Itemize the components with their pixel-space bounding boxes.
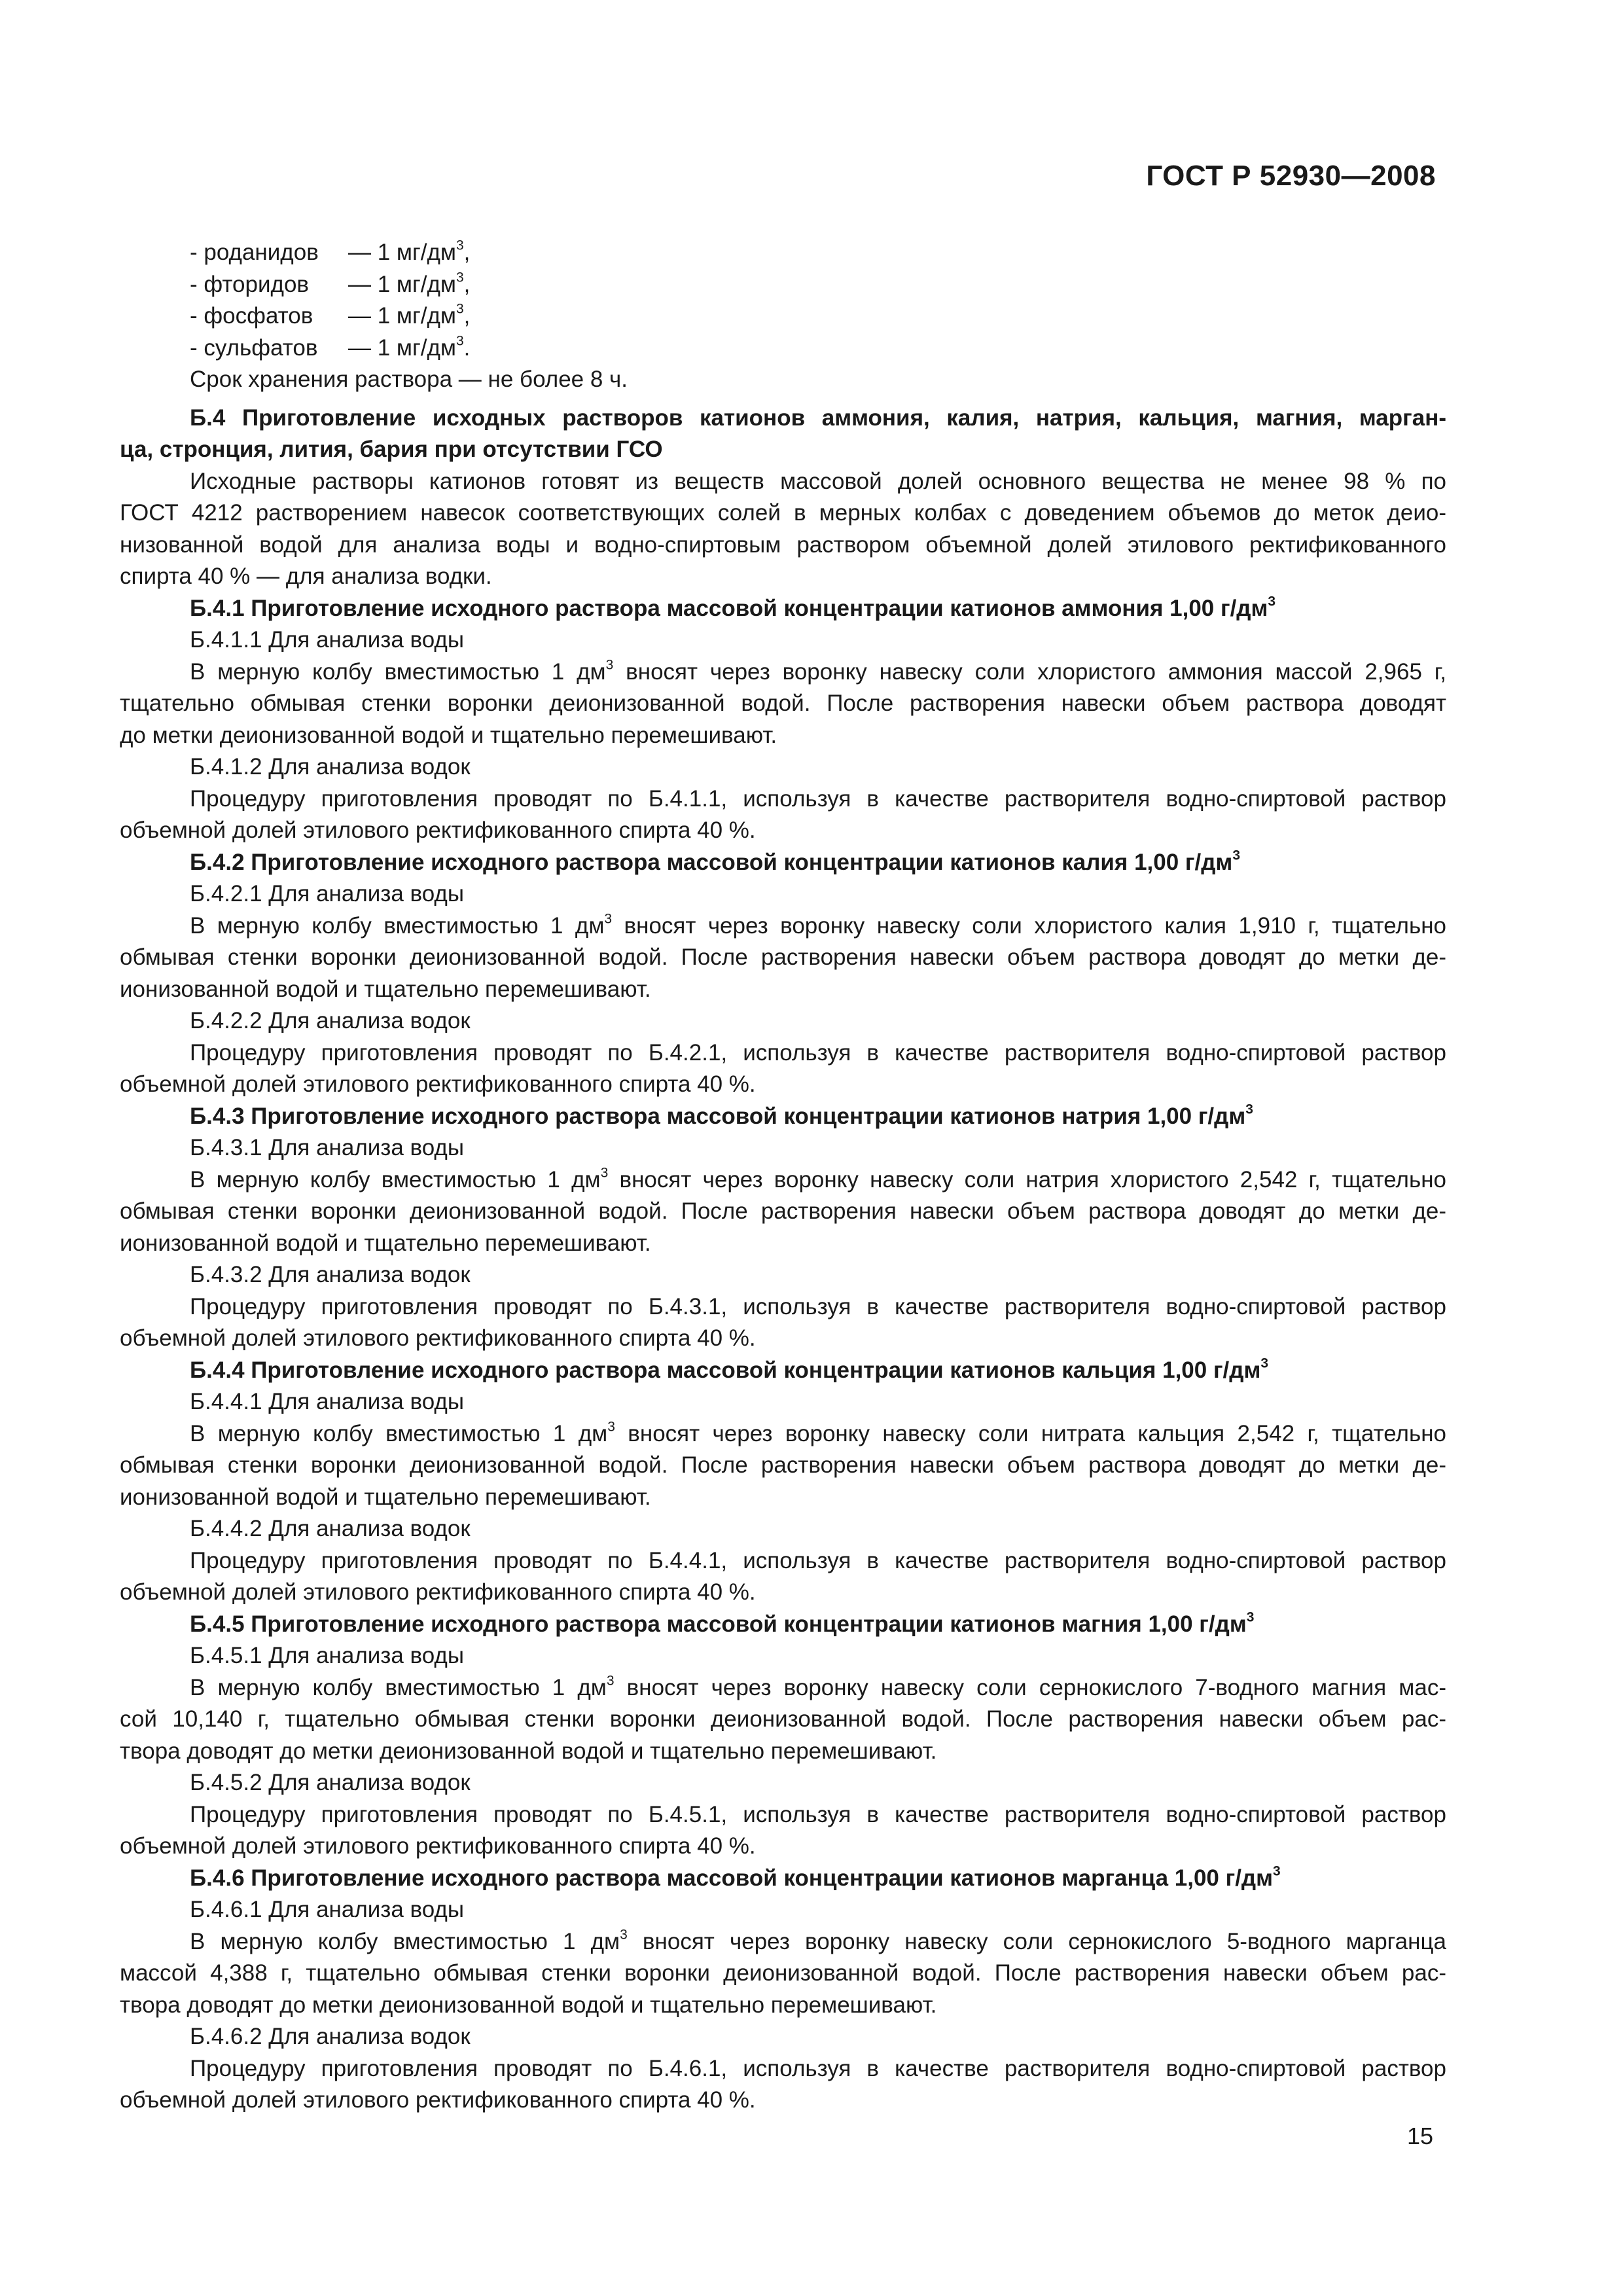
subsection-b4-6 xyxy=(120,1863,1446,2117)
subsection-label: Б.4.5.2 Для анализа водок xyxy=(190,1770,471,1795)
paragraph: Процедуру приготовления проводят по Б.4.3.1, используя в качестве растворителя водно-спиртовой раствор объемной долей этилового ректификованного спирта 40 %. xyxy=(120,1293,1446,1351)
paragraph: Процедуру приготовления проводят по Б.4.2.1, используя в качестве растворителя водно-спиртовой раствор объемной долей этилового ректификованного спирта 40 %. xyxy=(120,1039,1446,1097)
paragraph: В мерную колбу вместимостью 1 $дм^3$ вносят через воронку навеску соли хлористого калия 1,910 г, тщательно обмывая стенки воронки деионизованной водой. После растворения навески объем раствора доводят до метки де- ионизованной водой и тщательно перемешивают. xyxy=(120,910,1446,1002)
paragraph: Исходные растворы катионов готовят из веществ массовой долей основного вещества не менее 98 % по ГОСТ 4212 растворением навесок соответствующих солей в мерных колбах с доведением объемов до меток деио- низованной водой для анализа воды и водно-спиртовым раствором объемной долей этилового ректификованного спирта 40 % — для анализа водки. xyxy=(120,468,1446,589)
subsection-label: Б.4.3.2 Для анализа водок xyxy=(190,1262,471,1287)
paragraph: В мерную колбу вместимостью 1 $дм^3$ вносят через воронку навеску соли сернокислого 5-водного марганца массой 4,388 г, тщательно обмывая стенки воронки деионизованной водой. После растворения навески объем рас- твора доводят до метки деионизованной водой и тщательно перемешивают. xyxy=(120,1926,1446,2018)
document-body xyxy=(120,237,1446,2117)
subsection-title: Б.4.3 Приготовление исходного раствора массовой концентрации катионов натрия 1,00 $г/дм^3$ xyxy=(190,1101,1253,1129)
list-item: - роданидов — 1 $мг/дм^3$, xyxy=(190,238,471,265)
paragraph: В мерную колбу вместимостью 1 $дм^3$ вносят через воронку навеску соли хлористого аммония массой 2,965 г, тщательно обмывая стенки воронки деионизованной водой. После растворения навески объем раствора доводят до метки деионизованной водой и тщательно перемешивают. xyxy=(120,656,1446,748)
concentration-list xyxy=(120,237,1446,364)
subsection-label: Б.4.4.2 Для анализа водок xyxy=(190,1516,471,1541)
subsection-label: Б.4.1.1 Для анализа воды xyxy=(190,627,465,653)
subsection-label: Б.4.1.2 Для анализа водок xyxy=(190,754,471,780)
subsection-b4-1 xyxy=(120,593,1446,847)
subsection-title: Б.4.1 Приготовление исходного раствора массовой концентрации катионов аммония 1,00 $г/дм^3$ xyxy=(190,593,1276,621)
paragraph: Процедуру приготовления проводят по Б.4.6.1, используя в качестве растворителя водно-спиртовой раствор объемной долей этилового ректификованного спирта 40 %. xyxy=(120,2055,1446,2113)
list-item: - сульфатов — 1 $мг/дм^3$. xyxy=(190,332,471,361)
subsection-b4-3 xyxy=(120,1101,1446,1355)
list-item: - фторидов — 1 $мг/дм^3$, xyxy=(190,269,471,297)
subsection-label: Б.4.4.1 Для анализа воды xyxy=(190,1389,465,1414)
paragraph: В мерную колбу вместимостью 1 $дм^3$ вносят через воронку навеску соли натрия хлористого 2,542 г, тщательно обмывая стенки воронки деионизованной водой. После растворения навески объем раствора доводят до метки де- ионизованной водой и тщательно перемешивают. xyxy=(120,1164,1446,1256)
subsection-label: Б.4.3.1 Для анализа воды xyxy=(190,1135,465,1160)
document-code-header: ГОСТ Р 52930—2008 xyxy=(1146,160,1436,192)
section-heading-b4: Б.4 Приготовление исходных растворов катионов аммония, калия, натрия, кальция, магния, марган- ца, стронция, лития, бария при отсутствии ГСО xyxy=(120,404,1446,462)
paragraph: В мерную колбу вместимостью 1 $дм^3$ вносят через воронку навеску соли нитрата кальция 2,542 г, тщательно обмывая стенки воронки деионизованной водой. После растворения навески объем раствора доводят до метки де- ионизованной водой и тщательно перемешивают. xyxy=(120,1418,1446,1510)
page-number: 15 xyxy=(1406,2123,1433,2149)
subsection-title: Б.4.4 Приготовление исходного раствора массовой концентрации катионов кальция 1,00 $г/дм^3$ xyxy=(190,1355,1269,1383)
paragraph: Процедуру приготовления проводят по Б.4.1.1, используя в качестве растворителя водно-спиртовой раствор объемной долей этилового ректификованного спирта 40 %. xyxy=(120,785,1446,843)
subsection-b4-2 xyxy=(120,847,1446,1101)
subsection-label: Б.4.6.1 Для анализа воды xyxy=(190,1897,465,1922)
subsection-b4-5 xyxy=(120,1609,1446,1863)
storage-note: Срок хранения раствора — не более 8 ч. xyxy=(190,367,628,392)
subsection-label: Б.4.6.2 Для анализа водок xyxy=(190,2024,471,2049)
list-item: - фосфатов — 1 $мг/дм^3$, xyxy=(190,301,471,329)
subsection-label: Б.4.5.1 Для анализа воды xyxy=(190,1643,465,1668)
paragraph: Процедуру приготовления проводят по Б.4.5.1, используя в качестве растворителя водно-спиртовой раствор объемной долей этилового ректификованного спирта 40 %. xyxy=(120,1801,1446,1859)
subsection-label: Б.4.2.2 Для анализа водок xyxy=(190,1008,471,1033)
subsection-label: Б.4.2.1 Для анализа воды xyxy=(190,881,465,906)
subsection-title: Б.4.2 Приготовление исходного раствора массовой концентрации катионов калия 1,00 $г/дм^3$ xyxy=(190,847,1241,875)
subsection-title: Б.4.6 Приготовление исходного раствора массовой концентрации катионов марганца 1,00 $г/дм^3$ xyxy=(190,1863,1281,1891)
paragraph: В мерную колбу вместимостью 1 $дм^3$ вносят через воронку навеску соли сернокислого 7-водного магния мас- сой 10,140 г, тщательно обмывая стенки воронки деионизованной водой. После растворения навески объем рас- твора доводят до метки деионизованной водой и тщательно перемешивают. xyxy=(120,1672,1446,1764)
subsection-b4-4 xyxy=(120,1355,1446,1609)
paragraph: Процедуру приготовления проводят по Б.4.4.1, используя в качестве растворителя водно-спиртовой раствор объемной долей этилового ректификованного спирта 40 %. xyxy=(120,1547,1446,1605)
subsection-title: Б.4.5 Приготовление исходного раствора массовой концентрации катионов магния 1,00 $г/дм^3$ xyxy=(190,1609,1255,1637)
